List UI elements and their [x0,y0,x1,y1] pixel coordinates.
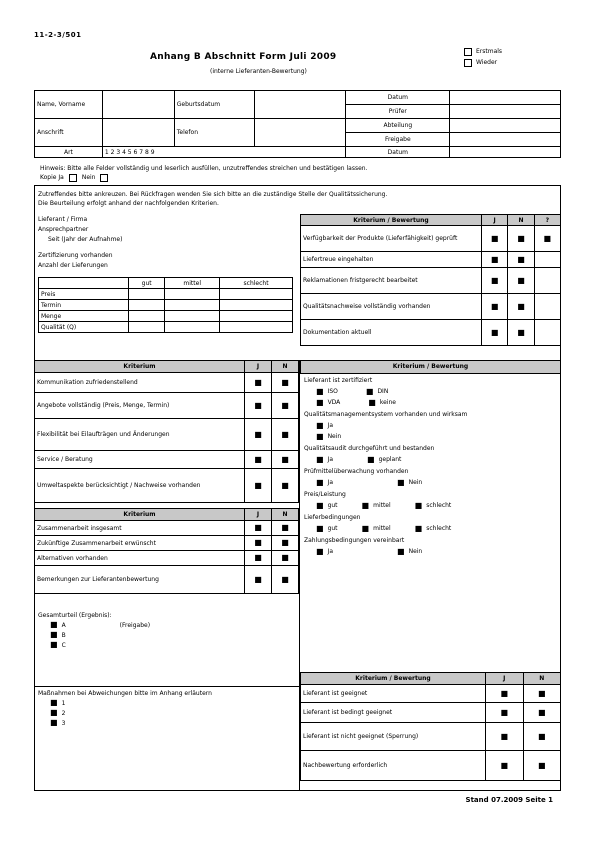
checkbox[interactable]: ■ [361,523,370,533]
examiner-field[interactable] [450,105,561,119]
checkbox[interactable]: ■ [367,454,375,464]
checkbox[interactable]: ■ [534,226,560,252]
checkbox[interactable]: ■ [316,500,324,510]
document-code: 11-2-3/501 [34,31,82,39]
checkbox[interactable]: ■ [523,685,561,703]
checkbox[interactable]: ■ [508,320,534,346]
form-title: Anhang B Abschnitt Form Juli 2009 [150,52,337,62]
department-field[interactable] [450,119,561,133]
checkbox[interactable]: ■ [414,523,423,533]
checkbox[interactable]: ■ [482,226,508,252]
type-option-first[interactable]: Erstmals [464,46,502,57]
checkbox[interactable]: ■ [50,630,58,639]
name-label: Name, Vorname [35,91,103,119]
checkbox[interactable]: ■ [482,252,508,268]
left-top-block: Lieferant / Firma Ansprechpartner Seit (Jahr der Aufnahme) Zertifizierung vorhanden Anzahl der Lieferungen gut mittel schlecht Preis Termin Menge Qualität (Q) [38,215,296,333]
checkbox[interactable]: ■ [397,546,405,556]
checkbox[interactable]: ■ [245,373,272,393]
checkbox[interactable]: ■ [361,500,370,510]
checkbox[interactable]: ■ [245,419,272,451]
birthdate-field[interactable] [254,91,346,119]
right-top-table: Kriterium / Bewertung J N ? Verfügbarkeit der Produkte (Lieferfähigkeit) geprüft ■ ■ ■ Liefertreue eingehalten ■ ■ Reklamationen fristgerecht bearbeitet ■ ■ Qualitätsnachweise vollständig vorhanden ■ ■ Dokumentation aktuell ■ ■ [300,214,561,346]
phone-field[interactable] [254,119,346,147]
checkbox[interactable]: ■ [272,419,299,451]
checkbox[interactable]: ■ [272,521,299,536]
checkbox[interactable]: ■ [508,294,534,320]
checkbox[interactable]: ■ [486,751,524,781]
right-mid-block: Kriterium / Bewertung Lieferant ist zertifiziert ■ ISO ■ DIN ■ VDA ■ keine Qualitätsmanagementsystem vorhanden und wirksam ■ Ja ■ Nein Qualitätsaudit durchgeführt und bestanden ■ Ja ■ geplant Prüfmittelüberwachung vorhanden ■ Ja ■ Nein Preis/Leistung ■ gut ■ mittel ■ schlecht Lieferbedingungen ■ gut ■ mittel ■ schlecht Zahlungsbedingungen vereinbart ■ Ja ■ Nein [300,360,561,560]
type-scale[interactable]: 1 2 3 4 5 6 7 8 9 [102,147,346,158]
checkbox[interactable]: ■ [272,551,299,566]
checkbox[interactable]: ■ [272,393,299,419]
checkbox[interactable]: ■ [368,397,376,407]
type-label: Art [35,147,103,158]
measures-block: Maßnahmen bei Abweichungen bitte im Anhang erläutern ■ 1 ■ 2 ■ 3 [38,690,212,727]
right-mid-header: Kriterium / Bewertung [300,360,561,374]
checkbox[interactable]: ■ [50,698,58,707]
checkbox[interactable] [100,174,108,182]
checkbox[interactable]: ■ [523,703,561,723]
overall-result: Gesamturteil (Ergebnis): ■ A (Freigabe) ■ B ■ C [38,612,151,649]
checkbox[interactable]: ■ [245,469,272,503]
checkbox[interactable]: ■ [50,640,58,649]
checkbox[interactable]: ■ [272,566,299,594]
checkbox[interactable]: ■ [245,551,272,566]
checkbox[interactable]: ■ [50,620,58,629]
copy-label: Kopie Ja [40,174,64,181]
checkbox[interactable]: ■ [523,751,561,781]
type-options [464,46,502,68]
checkbox[interactable]: ■ [245,521,272,536]
date-field-2[interactable] [450,147,561,158]
checkbox[interactable]: ■ [316,477,324,487]
header-grid [34,90,561,158]
examiner-label: Prüfer [346,105,450,119]
checkbox[interactable]: ■ [272,373,299,393]
checkbox[interactable]: ■ [486,685,524,703]
checkbox[interactable]: ■ [50,718,58,727]
checkbox[interactable]: ■ [508,226,534,252]
address-field[interactable] [102,119,174,147]
checkbox[interactable]: ■ [245,451,272,469]
intro-text: Zutreffendes bitte ankreuzen. Bei Rückfragen wenden Sie sich bitte an die zuständige Stelle der Qualitätssicherung. Die Beurteilung erfolgt anhand der nachfolgenden Kriterien. [38,191,388,207]
date-label-2: Datum [346,147,450,158]
checkbox[interactable]: ■ [414,500,423,510]
checkbox[interactable]: ■ [486,703,524,723]
checkbox[interactable]: ■ [272,469,299,503]
checkbox[interactable]: ■ [316,523,324,533]
checkbox[interactable] [69,174,77,182]
checkbox[interactable]: ■ [365,386,374,396]
checkbox[interactable]: ■ [482,320,508,346]
mini-rating-table: gut mittel schlecht Preis Termin Menge Qualität (Q) [38,277,293,333]
checkbox[interactable]: ■ [508,268,534,294]
checkbox[interactable] [464,59,472,67]
divider [34,686,299,687]
type-option-repeat[interactable]: Wieder [464,57,502,68]
checkbox[interactable]: ■ [316,386,324,396]
checkbox[interactable]: ■ [482,294,508,320]
checkbox[interactable]: ■ [482,268,508,294]
note: Hinweis: Bitte alle Felder vollständig und leserlich ausfüllen, unzutreffendes streichen und bestätigen lassen. Kopie Ja Nein [40,165,368,181]
release-label: Freigabe [346,133,450,147]
checkbox[interactable]: ■ [272,536,299,551]
checkbox[interactable] [464,48,472,56]
checkbox[interactable]: ■ [316,397,324,407]
checkbox[interactable]: ■ [508,252,534,268]
checkbox[interactable]: ■ [397,477,405,487]
checkbox[interactable]: ■ [486,723,524,751]
checkbox[interactable]: ■ [245,536,272,551]
birthdate-label: Geburtsdatum [174,91,254,119]
checkbox[interactable]: ■ [316,420,324,430]
checkbox[interactable]: ■ [316,546,324,556]
department-label: Abteilung [346,119,450,133]
form-subtitle: (interne Lieferanten-Bewertung) [210,68,307,75]
checkbox[interactable]: ■ [272,451,299,469]
date-label: Datum [346,91,450,105]
address-label: Anschrift [35,119,103,147]
checkbox[interactable]: ■ [316,454,324,464]
checkbox[interactable]: ■ [245,393,272,419]
footer-text: Stand 07.2009 Seite 1 [465,796,553,804]
release-field[interactable] [450,133,561,147]
left-low-table: Kriterium J N Zusammenarbeit insgesamt ■ ■ Zukünftige Zusammenarbeit erwünscht ■ ■ Alternativen vorhanden ■ ■ Bemerkungen zur Lieferantenbewertung ■ ■ [34,508,299,594]
checkbox[interactable]: ■ [316,431,324,441]
checkbox[interactable]: ■ [523,723,561,751]
checkbox[interactable]: ■ [245,566,272,594]
date-field[interactable] [450,91,561,105]
checkbox[interactable]: ■ [50,708,58,717]
name-field[interactable] [102,91,174,119]
phone-label: Telefon [174,119,254,147]
left-mid-table: Kriterium J N Kommunikation zufriedenstellend ■ ■ Angebote vollständig (Preis, Menge, Termin) ■ ■ Flexibilität bei Eilaufträgen und Änderungen ■ ■ Service / Beratung ■ ■ Umweltaspekte berücksichtigt / Nachweise vorhanden ■ ■ [34,360,299,503]
right-low-table: Kriterium / Bewertung J N Lieferant ist geeignet ■ ■ Lieferant ist bedingt geeignet ■ ■ Lieferant ist nicht geeignet (Sperrung) ■ ■ Nachbewertung erforderlich ■ ■ [300,672,561,781]
